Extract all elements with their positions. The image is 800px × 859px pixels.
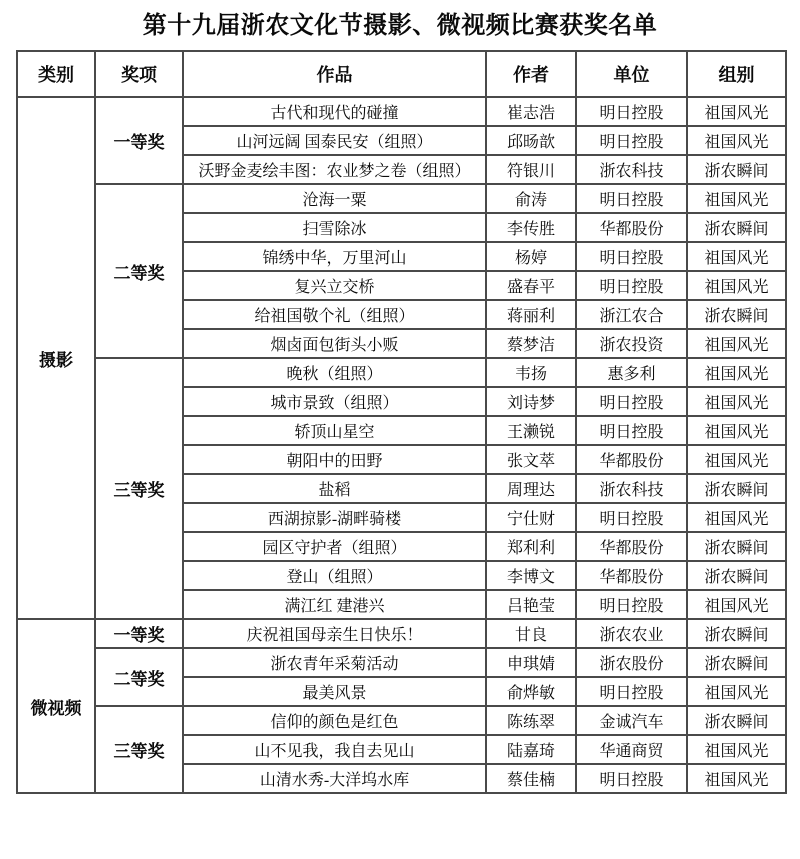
work-cell: 最美风景	[183, 677, 486, 706]
unit-cell: 明日控股	[576, 184, 687, 213]
header-category: 类别	[17, 51, 95, 97]
group-cell: 祖国风光	[687, 764, 786, 793]
work-cell: 古代和现代的碰撞	[183, 97, 486, 126]
category-cell: 摄影	[17, 97, 95, 619]
author-cell: 陆嘉琦	[486, 735, 576, 764]
table-row	[17, 619, 786, 648]
work-cell: 扫雪除冰	[183, 213, 486, 242]
group-cell: 祖国风光	[687, 735, 786, 764]
unit-cell: 华都股份	[576, 532, 687, 561]
unit-cell: 华通商贸	[576, 735, 687, 764]
unit-cell: 明日控股	[576, 416, 687, 445]
author-cell: 郑利利	[486, 532, 576, 561]
table-row	[17, 358, 786, 387]
header-unit: 单位	[576, 51, 687, 97]
award-cell: 三等奖	[95, 358, 183, 619]
group-cell: 浙农瞬间	[687, 532, 786, 561]
work-cell: 轿顶山星空	[183, 416, 486, 445]
author-cell: 俞涛	[486, 184, 576, 213]
category-cell: 微视频	[17, 619, 95, 793]
unit-cell: 浙农科技	[576, 155, 687, 184]
award-cell: 一等奖	[95, 97, 183, 184]
group-cell: 祖国风光	[687, 416, 786, 445]
award-cell: 二等奖	[95, 184, 183, 358]
unit-cell: 明日控股	[576, 387, 687, 416]
unit-cell: 惠多利	[576, 358, 687, 387]
group-cell: 祖国风光	[687, 126, 786, 155]
unit-cell: 明日控股	[576, 503, 687, 532]
work-cell: 锦绣中华，万里河山	[183, 242, 486, 271]
author-cell: 蔡梦洁	[486, 329, 576, 358]
unit-cell: 明日控股	[576, 242, 687, 271]
work-cell: 复兴立交桥	[183, 271, 486, 300]
unit-cell: 华都股份	[576, 445, 687, 474]
work-cell: 城市景致（组照）	[183, 387, 486, 416]
author-cell: 蔡佳楠	[486, 764, 576, 793]
work-cell: 晚秋（组照）	[183, 358, 486, 387]
author-cell: 杨婷	[486, 242, 576, 271]
header-award: 奖项	[95, 51, 183, 97]
unit-cell: 明日控股	[576, 97, 687, 126]
group-cell: 祖国风光	[687, 184, 786, 213]
author-cell: 邱旸歆	[486, 126, 576, 155]
group-cell: 祖国风光	[687, 271, 786, 300]
author-cell: 李博文	[486, 561, 576, 590]
header-row	[17, 51, 786, 97]
work-cell: 盐稻	[183, 474, 486, 503]
group-cell: 祖国风光	[687, 329, 786, 358]
group-cell: 浙农瞬间	[687, 474, 786, 503]
work-cell: 烟卤面包街头小贩	[183, 329, 486, 358]
unit-cell: 明日控股	[576, 126, 687, 155]
group-cell: 浙农瞬间	[687, 706, 786, 735]
page-title: 第十九届浙农文化节摄影、微视频比赛获奖名单	[142, 13, 658, 39]
group-cell: 祖国风光	[687, 242, 786, 271]
group-cell: 祖国风光	[687, 590, 786, 619]
group-cell: 浙农瞬间	[687, 619, 786, 648]
author-cell: 申琪婧	[486, 648, 576, 677]
author-cell: 崔志浩	[486, 97, 576, 126]
unit-cell: 金诚汽车	[576, 706, 687, 735]
award-cell: 三等奖	[95, 706, 183, 793]
group-cell: 祖国风光	[687, 677, 786, 706]
group-cell: 浙农瞬间	[687, 155, 786, 184]
awards-table-body	[17, 97, 786, 793]
award-cell: 一等奖	[95, 619, 183, 648]
author-cell: 张文萃	[486, 445, 576, 474]
unit-cell: 明日控股	[576, 764, 687, 793]
work-cell: 庆祝祖国母亲生日快乐！	[183, 619, 486, 648]
author-cell: 陈练翠	[486, 706, 576, 735]
header-author: 作者	[486, 51, 576, 97]
unit-cell: 华都股份	[576, 561, 687, 590]
unit-cell: 浙农科技	[576, 474, 687, 503]
work-cell: 山不见我，我自去见山	[183, 735, 486, 764]
header-work: 作品	[183, 51, 486, 97]
author-cell: 宁仕财	[486, 503, 576, 532]
unit-cell: 浙农股份	[576, 648, 687, 677]
author-cell: 王濑锐	[486, 416, 576, 445]
unit-cell: 浙农农业	[576, 619, 687, 648]
unit-cell: 明日控股	[576, 677, 687, 706]
table-row	[17, 706, 786, 735]
group-cell: 祖国风光	[687, 445, 786, 474]
work-cell: 给祖国敬个礼（组照）	[183, 300, 486, 329]
group-cell: 浙农瞬间	[687, 648, 786, 677]
work-cell: 沃野金麦绘丰图：农业梦之卷（组照）	[183, 155, 486, 184]
unit-cell: 明日控股	[576, 271, 687, 300]
work-cell: 信仰的颜色是红色	[183, 706, 486, 735]
author-cell: 吕艳莹	[486, 590, 576, 619]
author-cell: 盛春平	[486, 271, 576, 300]
author-cell: 符银川	[486, 155, 576, 184]
group-cell: 浙农瞬间	[687, 561, 786, 590]
group-cell: 祖国风光	[687, 97, 786, 126]
unit-cell: 浙江农合	[576, 300, 687, 329]
work-cell: 朝阳中的田野	[183, 445, 486, 474]
unit-cell: 浙农投资	[576, 329, 687, 358]
author-cell: 蒋丽利	[486, 300, 576, 329]
work-cell: 山河远阔 国泰民安（组照）	[183, 126, 486, 155]
award-cell: 二等奖	[95, 648, 183, 706]
work-cell: 沧海一粟	[183, 184, 486, 213]
table-row	[17, 97, 786, 126]
unit-cell: 明日控股	[576, 590, 687, 619]
awards-table	[16, 50, 787, 794]
author-cell: 周理达	[486, 474, 576, 503]
table-row	[17, 648, 786, 677]
group-cell: 浙农瞬间	[687, 213, 786, 242]
group-cell: 祖国风光	[687, 358, 786, 387]
unit-cell: 华都股份	[576, 213, 687, 242]
group-cell: 祖国风光	[687, 387, 786, 416]
work-cell: 园区守护者（组照）	[183, 532, 486, 561]
table-row	[17, 184, 786, 213]
author-cell: 刘诗梦	[486, 387, 576, 416]
work-cell: 满江红 建港兴	[183, 590, 486, 619]
header-group: 组别	[687, 51, 786, 97]
work-cell: 山清水秀-大洋坞水库	[183, 764, 486, 793]
work-cell: 登山（组照）	[183, 561, 486, 590]
author-cell: 韦扬	[486, 358, 576, 387]
author-cell: 甘良	[486, 619, 576, 648]
author-cell: 李传胜	[486, 213, 576, 242]
work-cell: 浙农青年采菊活动	[183, 648, 486, 677]
author-cell: 俞烨敏	[486, 677, 576, 706]
group-cell: 祖国风光	[687, 503, 786, 532]
group-cell: 浙农瞬间	[687, 300, 786, 329]
work-cell: 西湖掠影-湖畔骑楼	[183, 503, 486, 532]
